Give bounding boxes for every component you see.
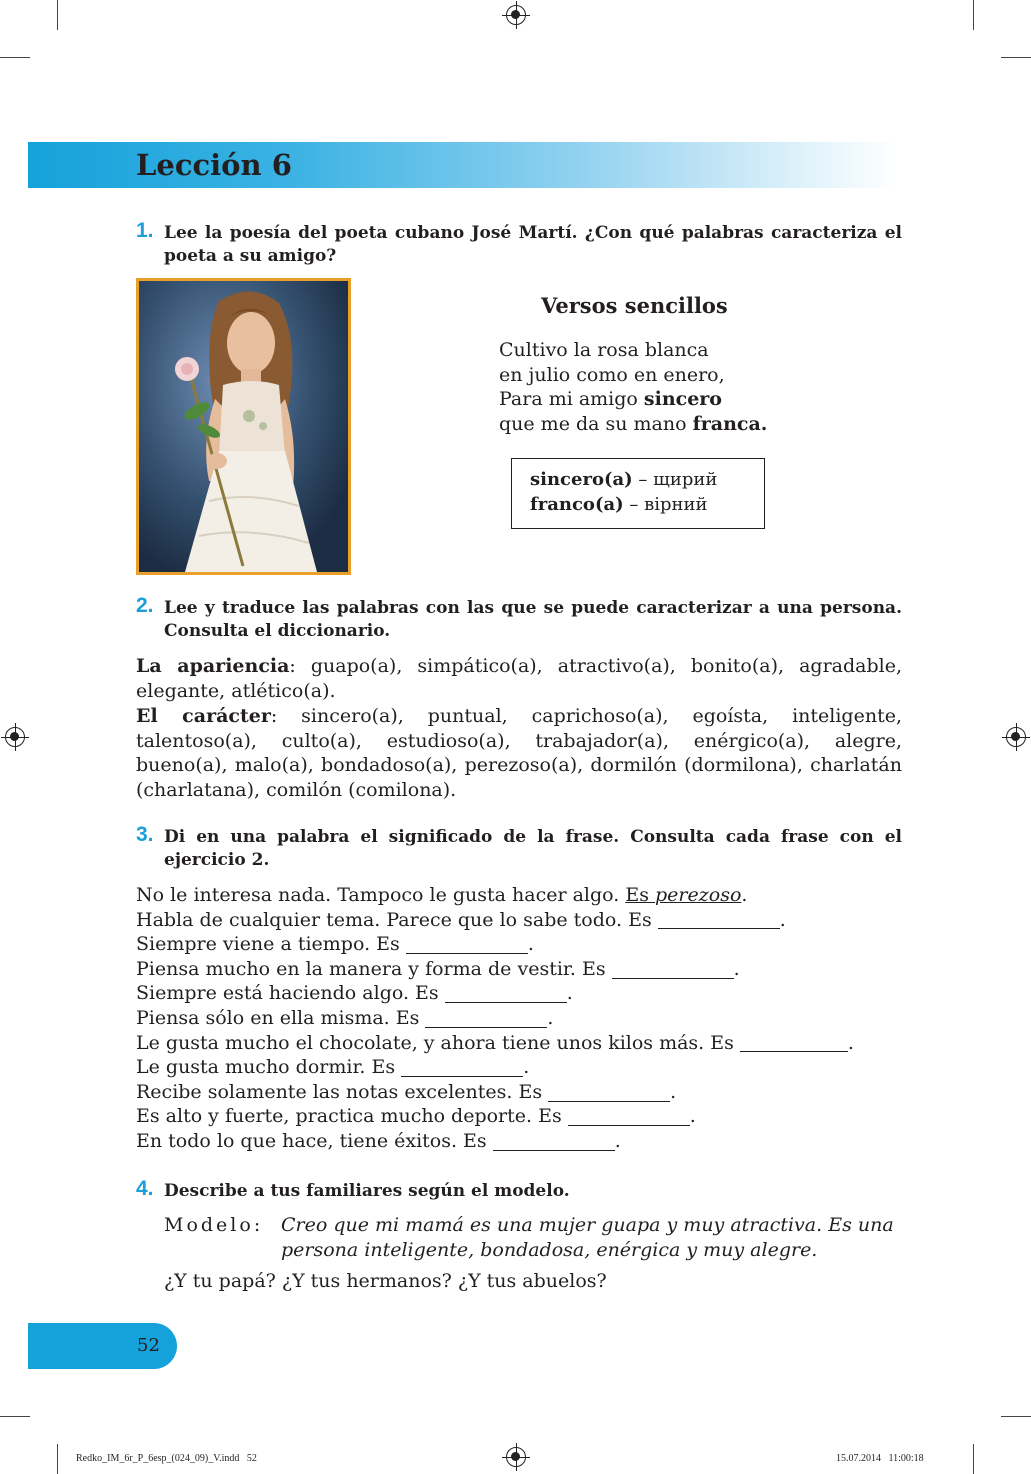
example-answer xyxy=(625,884,741,906)
task-number: 4. xyxy=(136,1177,154,1200)
exercise-sentence: Le gusta mucho el chocolate, y ahora tiene unos kilos más. Es . xyxy=(136,1031,854,1054)
modelo-label xyxy=(164,1213,263,1238)
vocab-word: sincero(a) xyxy=(530,469,633,490)
poem-text xyxy=(499,338,767,436)
answer-blank[interactable] xyxy=(425,1010,547,1028)
lesson-title: Lección 6 xyxy=(136,148,292,182)
follow-up-question: ¿Y tu papá? ¿Y tus hermanos? ¿Y tus abuelos? xyxy=(164,1270,607,1292)
task-4 xyxy=(136,1177,902,1203)
character-paragraph xyxy=(136,704,902,802)
crop-mark xyxy=(57,0,58,30)
girl-with-rose-photo xyxy=(136,278,351,575)
example-sentence: No le interesa nada. Tampoco le gusta hacer algo. Es perezoso. xyxy=(136,884,748,906)
sentence-text: Siempre está haciendo algo. Es xyxy=(136,982,445,1005)
sentence-text: Le gusta mucho el chocolate, y ahora tiene unos kilos más. Es xyxy=(136,1031,740,1054)
exercise-sentences xyxy=(136,883,916,1154)
poem-line xyxy=(499,387,767,412)
answer-blank[interactable] xyxy=(548,1084,670,1102)
poem-line: Cultivo la rosa blanca xyxy=(499,339,709,361)
example-answer-word: perezoso xyxy=(655,884,742,906)
crop-mark xyxy=(973,0,974,30)
registration-mark-icon xyxy=(506,1447,526,1467)
appearance-paragraph xyxy=(136,654,902,703)
girl-with-rose-illustration xyxy=(139,281,348,572)
sentence-text: Habla de cualquier tema. Parece que lo sabe todo. Es xyxy=(136,908,658,931)
vocab-item xyxy=(530,467,764,492)
example-es: Es xyxy=(625,884,649,906)
crop-mark xyxy=(1001,1416,1031,1417)
exercise-sentence: Piensa mucho en la manera y forma de vestir. Es . xyxy=(136,957,740,980)
exercise-sentence: Habla de cualquier tema. Parece que lo sabe todo. Es . xyxy=(136,908,786,931)
task-instruction: Lee la poesía del poeta cubano José Martí. ¿Con qué palabras caracteriza el poeta a su amigo? xyxy=(164,223,902,266)
footer-filename: Redko_IM_6r_P_6esp_(024_09)_V.indd 52 xyxy=(76,1453,257,1464)
sentence-text: Le gusta mucho dormir. Es xyxy=(136,1056,402,1079)
task-number: 3. xyxy=(136,823,154,846)
crop-mark xyxy=(973,1444,974,1474)
sentence-text: Recibe solamente las notas excelentes. Es xyxy=(136,1080,549,1103)
exercise-sentence: Siempre viene a tiempo. Es . xyxy=(136,933,534,956)
answer-blank[interactable] xyxy=(568,1108,690,1126)
task-number: 1. xyxy=(136,219,154,242)
exercise-sentence: Recibe solamente las notas excelentes. Es . xyxy=(136,1080,677,1103)
answer-blank[interactable] xyxy=(406,936,528,954)
modelo-text xyxy=(281,1213,906,1262)
poem-keyword: sincero xyxy=(643,388,722,411)
task-number: 2. xyxy=(136,594,154,617)
sentence-text: Es alto y fuerte, practica mucho deporte. Es xyxy=(136,1105,568,1128)
sentence-text: Piensa mucho en la manera y forma de vestir. Es xyxy=(136,957,612,980)
poem-keyword: franca. xyxy=(692,412,768,435)
vocab-word: franco(a) xyxy=(530,494,624,515)
exercise-sentence: Le gusta mucho dormir. Es . xyxy=(136,1056,530,1079)
footer-timestamp: 15.07.2014 11:00:18 xyxy=(836,1453,924,1464)
registration-mark-icon xyxy=(5,727,25,747)
registration-mark-icon xyxy=(506,5,526,25)
exercise-sentence: Es alto y fuerte, practica mucho deporte. Es . xyxy=(136,1105,696,1128)
modelo-label-text: Modelo: xyxy=(164,1214,264,1236)
crop-mark xyxy=(0,57,30,58)
vocab-translation: – щирий xyxy=(632,469,718,490)
task-instruction: Lee y traduce las palabras con las que se puede caracterizar a una persona. Consulta el diccionario. xyxy=(164,598,902,641)
appearance-words: : guapo(a), simpático(a), atractivo(a), bonito(a), agradable, elegante, atlético(a). xyxy=(136,655,903,702)
registration-mark-icon xyxy=(1006,727,1026,747)
answer-blank[interactable] xyxy=(445,985,567,1003)
task-2 xyxy=(136,594,902,643)
answer-blank[interactable] xyxy=(401,1059,523,1077)
crop-mark xyxy=(57,1444,58,1474)
appearance-label: La apariencia xyxy=(136,655,290,677)
exercise-sentence: Siempre está haciendo algo. Es . xyxy=(136,982,573,1005)
task-1 xyxy=(136,219,902,268)
poem-line-text: Para mi amigo xyxy=(499,388,644,411)
vocab-translation: – вірний xyxy=(623,494,708,515)
crop-mark xyxy=(0,1416,30,1417)
answer-blank[interactable] xyxy=(658,911,780,929)
task-instruction: Describe a tus familiares según el modelo. xyxy=(164,1181,570,1201)
example-text: No le interesa nada. Tampoco le gusta hacer algo. xyxy=(136,884,626,906)
page-number: 52 xyxy=(137,1335,160,1356)
answer-blank[interactable] xyxy=(612,961,734,979)
character-words: : sincero(a), puntual, caprichoso(a), egoísta, inteligente, talentoso(a), culto(a), estudioso(a), trabajador(a), enérgico(a), alegre, bueno(a), malo(a), bondadoso(a), perezoso(a), dormilón (dormilona), charlatán (charlatana), comilón (comilona). xyxy=(136,705,902,801)
task-instruction: Di en una palabra el significado de la frase. Consulta cada frase con el ejercicio 2. xyxy=(164,827,902,870)
sentence-text: En todo lo que hace, tiene éxitos. Es xyxy=(136,1129,493,1152)
modelo-line: Creo que mi mamá es una mujer guapa y muy atractiva. Es una xyxy=(281,1214,894,1236)
poem-line xyxy=(499,412,767,437)
exercise-sentence: Piensa sólo en ella misma. Es . xyxy=(136,1006,554,1029)
poem-line-text: que me da su mano xyxy=(499,412,693,435)
vocabulary-box xyxy=(511,458,765,529)
task-3 xyxy=(136,823,902,872)
character-label: El carácter xyxy=(136,705,271,727)
exercise-sentence: En todo lo que hace, tiene éxitos. Es . xyxy=(136,1129,621,1152)
vocab-item xyxy=(530,492,764,517)
poem-title: Versos sencillos xyxy=(541,293,728,318)
poem-line: en julio como en enero, xyxy=(499,363,725,386)
sentence-text: Siempre viene a tiempo. Es xyxy=(136,933,406,956)
answer-blank[interactable] xyxy=(493,1133,615,1151)
crop-mark xyxy=(1001,57,1031,58)
modelo-line: persona inteligente, bondadosa, enérgica y muy alegre. xyxy=(281,1238,818,1261)
answer-blank[interactable] xyxy=(740,1034,848,1052)
sentence-text: Piensa sólo en ella misma. Es xyxy=(136,1006,426,1029)
